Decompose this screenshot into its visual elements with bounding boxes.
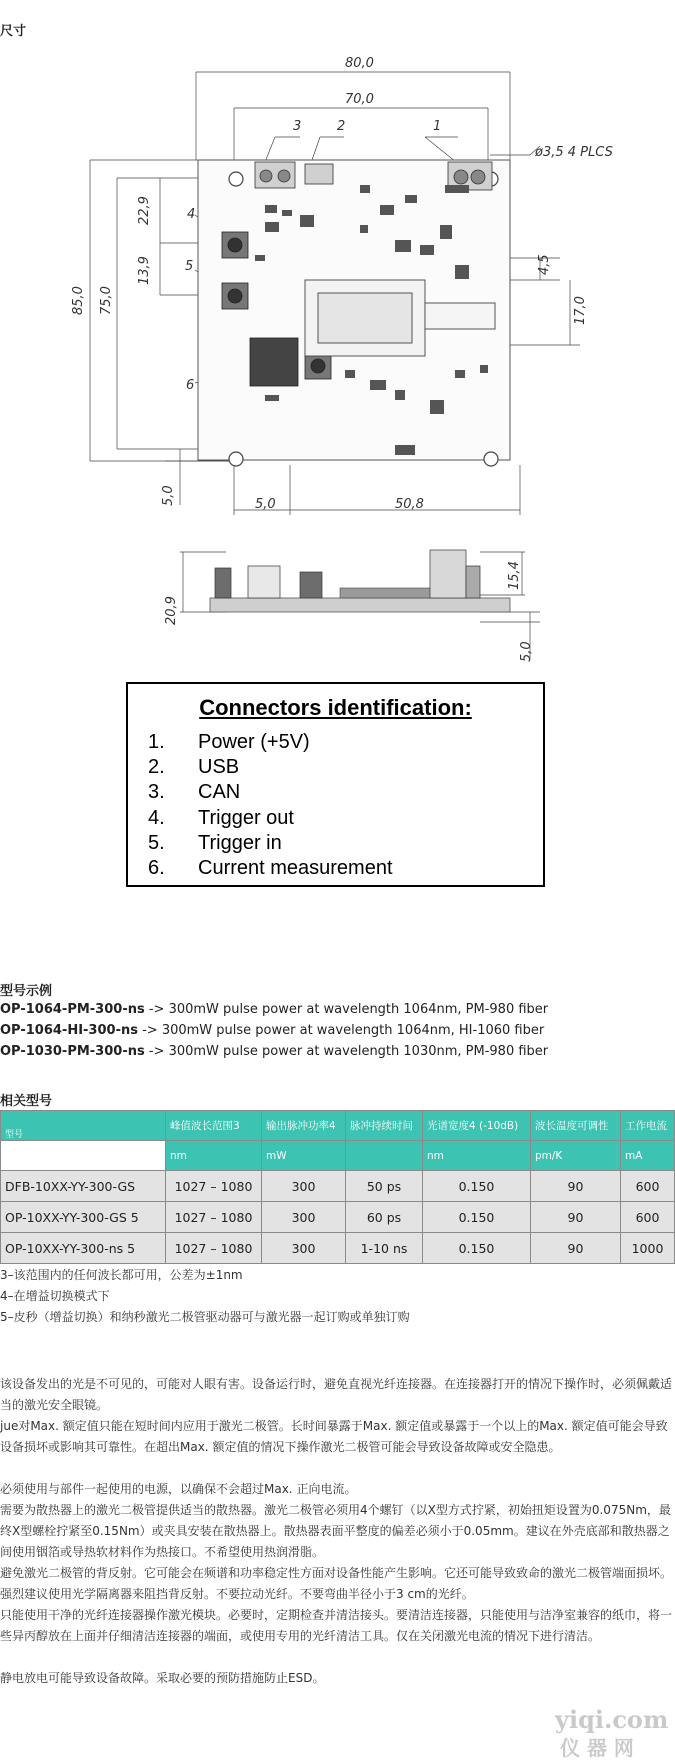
table-row: DFB-10XX-YY-300-GS 1027 – 1080 300 50 ps 0.150 90 600: [1, 1171, 675, 1202]
dim-75: 75,0: [99, 286, 114, 315]
safety-paragraph: 必须使用与部件一起使用的电源，以确保不会超过Max. 正向电流。: [0, 1482, 357, 1496]
footnote: 3–该范围内的任何波长都可用，公差为±1nm: [0, 1268, 243, 1282]
table-header: 波长温度可调性: [531, 1111, 621, 1141]
table-unit: nm: [423, 1141, 531, 1171]
safety-paragraph: 避免激光二极管的背反射。它可能会在频谱和功率稳定性方面对设备性能产生影响。它还可能导致致命的激光二极管端面损坏。强烈建议使用光学隔离器来阻挡背反射。不要拉动光纤。不要弯曲半径小于3 cm的光纤。: [0, 1566, 673, 1601]
table-header: 峰值波长范围3: [166, 1111, 262, 1141]
dim-4-5: 4,5: [537, 254, 552, 275]
holes-label: ø3,5 4 PLCS: [535, 145, 613, 160]
safety-paragraph: jue对Max. 额定值只能在短时间内应用于激光二极管。长时间暴露于Max. 额定值或暴露于一个以上的Max. 额定值可能会导致设备损坏或影响其可靠性。在超出Max. 额定值的情况下操作激光二极管可能会导致设备故障或安全隐患。: [0, 1419, 668, 1454]
connector-label-6: 6: [186, 378, 195, 393]
connector-item: 1. Power (+5V): [148, 731, 310, 753]
connector-item: 4. Trigger out: [148, 807, 294, 829]
connector-label-2: 2: [337, 119, 346, 134]
table-header: 型号: [1, 1111, 166, 1141]
table-header: 光谱宽度4 (-10dB): [423, 1111, 531, 1141]
model-line: OP-1064-HI-300-ns -> 300mW pulse power at wavelength 1064nm, HI-1060 fiber: [0, 1023, 545, 1038]
models-heading: 型号示例: [0, 984, 53, 999]
dimension-drawing: [0, 0, 675, 662]
connector-item: 5. Trigger in: [148, 832, 282, 854]
connectors-title: Connectors identification:: [199, 695, 472, 720]
dim-5-side: 5,0: [519, 641, 534, 662]
model-line: OP-1064-PM-300-ns -> 300mW pulse power at wavelength 1064nm, PM-980 fiber: [0, 1002, 549, 1017]
section-title-dimensions: 尺寸: [0, 24, 27, 39]
dim-85: 85,0: [71, 286, 86, 315]
table-header: 工作电流: [621, 1111, 675, 1141]
connector-label-3: 3: [293, 119, 302, 134]
table-header: 输出脉冲功率4: [262, 1111, 346, 1141]
dim-5-bottom: 5,0: [255, 497, 276, 512]
watermark-logo: yiqi.com: [555, 1705, 669, 1734]
table-row: OP-10XX-YY-300-ns 5 1027 – 1080 300 1-10 ns 0.150 90 1000: [1, 1233, 675, 1264]
dim-15-4: 15,4: [507, 561, 522, 590]
safety-paragraph: 需要为散热器上的激光二极管提供适当的散热器。激光二极管必须用4个螺钉（以X型方式拧紧，初始扭矩设置为0.075Nm，最终X型螺栓拧紧至0.15Nm）或夹具安装在散热器上。散热器表面平整度的偏差必须小于0.05mm。建议在外壳底部和散热器之间使用铟箔或导热软材料作为热接口。不希望使用热润滑脂。: [0, 1503, 671, 1559]
connector-item: 3. CAN: [148, 781, 241, 803]
connector-item: 2. USB: [148, 756, 240, 778]
connector-label-4: 4: [187, 207, 196, 222]
dim-5-left: 5,0: [161, 485, 176, 506]
dim-13-9: 13,9: [137, 256, 152, 285]
table-unit: mA: [621, 1141, 675, 1171]
table-header-row: [1, 1111, 675, 1141]
dim-50-8: 50,8: [395, 497, 424, 512]
safety-paragraph: 只能使用干净的光纤连接器操作激光模块。必要时，定期检查并清洁接头。要清洁连接器，只能使用与洁净室兼容的纸巾，将一些异丙醇放在上面并仔细清洁连接器的端面，或使用专用的光纤清洁工具。仅在关闭激光电流的情况下进行清洁。: [0, 1608, 673, 1643]
safety-paragraph: 静电放电可能导致设备故障。采取必要的预防措施防止ESD。: [0, 1671, 325, 1685]
related-heading: 相关型号: [0, 1094, 53, 1109]
connector-label-5: 5: [185, 259, 194, 274]
model-line: OP-1030-PM-300-ns -> 300mW pulse power at wavelength 1030nm, PM-980 fiber: [0, 1044, 549, 1059]
table-unit: nm: [166, 1141, 262, 1171]
table-unit: [346, 1141, 423, 1171]
table-unit: mW: [262, 1141, 346, 1171]
footnote: 5–皮秒（增益切换）和纳秒激光二极管驱动器可与激光器一起订购或单独订购: [0, 1310, 410, 1324]
dim-17: 17,0: [573, 296, 588, 325]
safety-paragraph: 该设备发出的光是不可见的，可能对人眼有害。设备运行时，避免直视光纤连接器。在连接器打开的情况下操作时，必须佩戴适当的激光安全眼镜。: [0, 1377, 673, 1412]
dim-70: 70,0: [345, 92, 374, 107]
table-header: 脉冲持续时间: [346, 1111, 423, 1141]
footnote: 4–在增益切换模式下: [0, 1289, 110, 1303]
table-units-row: [1, 1141, 675, 1171]
table-row: OP-10XX-YY-300-GS 5 1027 – 1080 300 60 ps 0.150 90 600: [1, 1202, 675, 1233]
table-unit: pm/K: [531, 1141, 621, 1171]
dim-20-9: 20,9: [164, 596, 179, 625]
watermark-logo-cn: 仪 器 网: [560, 1736, 634, 1760]
connector-item: 6. Current measurement: [148, 857, 393, 879]
dim-80: 80,0: [345, 56, 374, 71]
related-models-table: [0, 1110, 675, 1264]
dim-22-9: 22,9: [137, 196, 152, 225]
connectors-box: [126, 682, 545, 887]
connector-label-1: 1: [433, 119, 442, 134]
